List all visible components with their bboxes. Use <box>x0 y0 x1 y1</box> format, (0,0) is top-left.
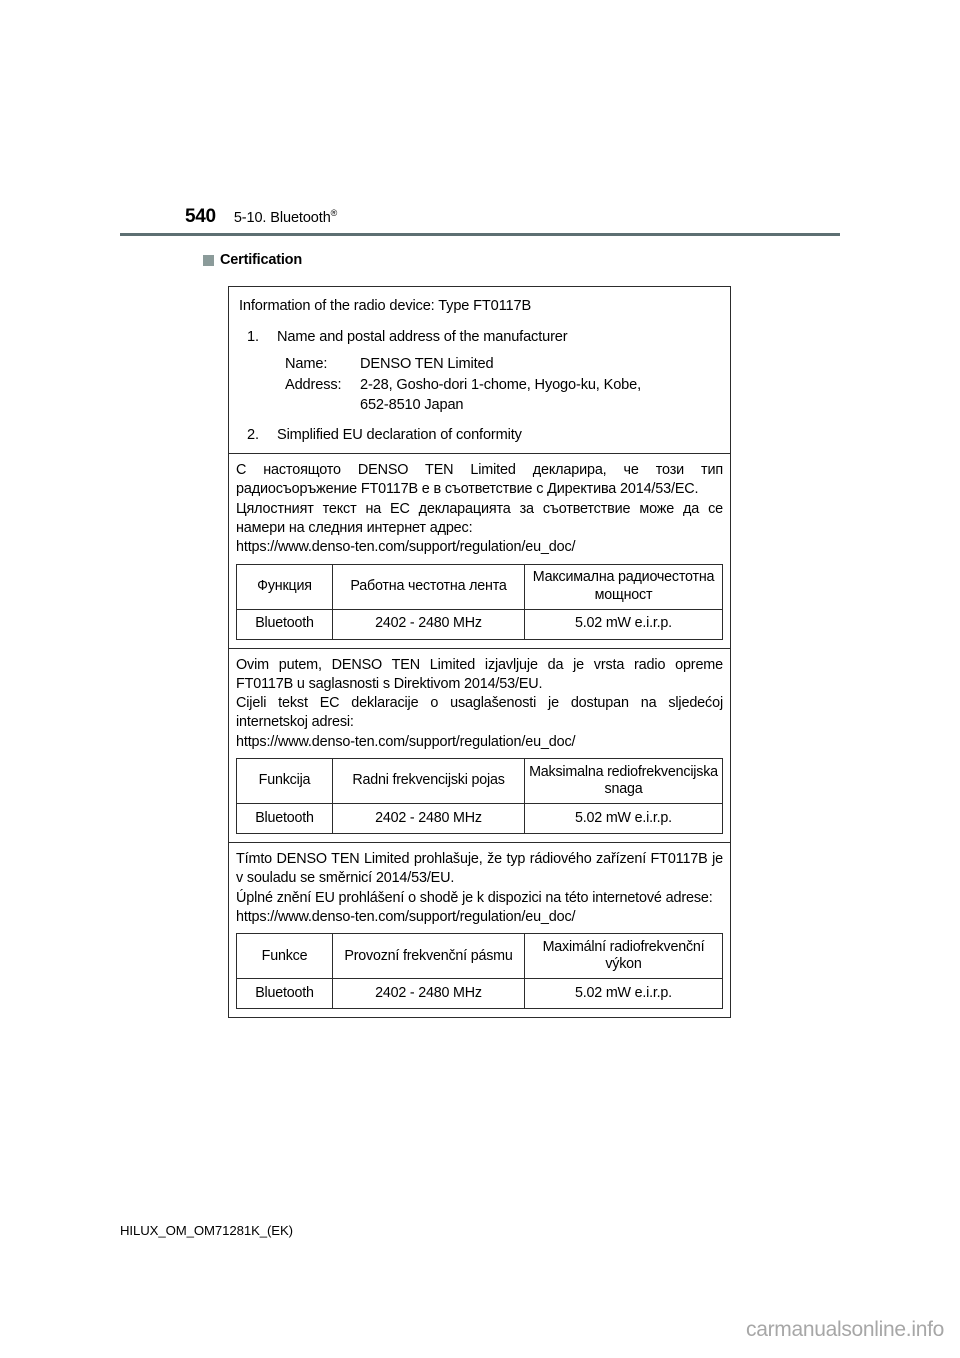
declaration-paragraph-2: Цялостният текст на ЕС декларацията за съответствие може да се намери на следния интернет адрес: <box>236 500 723 536</box>
manufacturer-item-number: 1. <box>247 328 259 345</box>
declaration-block-hr <box>229 649 730 843</box>
frequency-table-bg <box>236 564 723 640</box>
address-line-1: 2-28, Gosho-dori 1-chome, Hyogo-ku, Kobe, <box>360 376 642 393</box>
table-header-row <box>237 564 723 609</box>
cell-max-power: 5.02 mW e.i.r.p. <box>525 979 723 1009</box>
page-header <box>120 206 840 236</box>
header-row <box>120 206 840 228</box>
column-header-frequency-band: Provozní frekvenční pásmu <box>333 934 525 979</box>
page-number: 540 <box>185 206 216 227</box>
frequency-table-hr <box>236 758 723 834</box>
declaration-paragraph-1: С настоящото DENSO TEN Limited декларира, че този тип радиосъоръжение FT0117B е в съответствие с Директива 2014/53/ЕС. <box>236 462 723 498</box>
address-line-2: 652-8510 Japan <box>360 397 464 414</box>
declaration-item-label: Simplified EU declaration of conformity <box>277 427 522 444</box>
column-header-frequency-band: Radni frekvencijski pojas <box>333 759 525 804</box>
column-header-max-power: Maksimalna rediofrekvencijska snaga <box>525 759 723 804</box>
radio-device-info-block <box>229 287 730 454</box>
frequency-table-cs <box>236 933 723 1009</box>
manufacturer-name-label: Name: <box>285 355 328 372</box>
declaration-item-number: 2. <box>247 427 259 444</box>
certification-heading-label: Certification <box>220 252 302 268</box>
certification-heading <box>203 252 302 268</box>
declaration-paragraph-1: Tímto DENSO TEN Limited prohlašuje, že typ rádiového zařízení FT0117B je v souladu se směrnicí 2014/53/EU. <box>236 851 723 887</box>
table-header-row <box>237 759 723 804</box>
manufacturer-address-value <box>360 375 722 416</box>
table-row <box>237 979 723 1009</box>
column-header-max-power: Maximální radiofrekvenční výkon <box>525 934 723 979</box>
section-label: 5-10. Bluetooth <box>233 210 331 226</box>
manufacturer-item <box>239 329 722 345</box>
manufacturer-name-row <box>239 354 722 375</box>
cell-max-power: 5.02 mW e.i.r.p. <box>525 804 723 834</box>
table-header-row <box>237 934 723 979</box>
cell-frequency-band: 2402 - 2480 MHz <box>333 804 525 834</box>
column-header-frequency-band: Работна честотна лента <box>333 564 525 609</box>
certification-box <box>228 286 731 1018</box>
registered-trademark-icon: ® <box>330 208 338 219</box>
declaration-paragraph-2: Cijeli tekst EC deklaracije o usaglašenosti je dostupan na sljedećoj internetskoj adresi: <box>236 695 723 731</box>
square-bullet-icon <box>203 255 214 266</box>
manufacturer-address-label: Address: <box>285 376 342 393</box>
declaration-item <box>239 427 722 443</box>
manufacturer-address-row <box>239 375 722 416</box>
cell-function: Bluetooth <box>237 979 333 1009</box>
table-row <box>237 804 723 834</box>
column-header-function: Функция <box>237 564 333 609</box>
cell-frequency-band: 2402 - 2480 MHz <box>333 979 525 1009</box>
declaration-url: https://www.denso-ten.com/support/regulation/eu_doc/ <box>236 539 576 556</box>
declaration-url: https://www.denso-ten.com/support/regulation/eu_doc/ <box>236 908 576 925</box>
declaration-block-cs <box>229 843 730 1018</box>
manufacturer-item-label: Name and postal address of the manufacturer <box>277 328 568 345</box>
column-header-function: Funkce <box>237 934 333 979</box>
radio-device-title: Information of the radio device: Type FT0117B <box>239 298 532 314</box>
column-header-max-power: Максимална радиочестотна мощност <box>525 564 723 609</box>
declaration-paragraph-2: Úplné znění EU prohlášení o shodě je k dispozici na této internetové adrese: <box>236 889 713 906</box>
declaration-paragraph-1: Ovim putem, DENSO TEN Limited izjavljuje da je vrsta radio opreme FT0117B u saglasnosti s Direktivom 2014/53/EU. <box>236 656 723 692</box>
cell-max-power: 5.02 mW e.i.r.p. <box>525 609 723 639</box>
table-row <box>237 609 723 639</box>
declaration-block-bg <box>229 454 730 648</box>
manufacturer-name-value: DENSO TEN Limited <box>360 355 494 372</box>
page-title <box>234 210 337 226</box>
document-code-footer: HILUX_OM_OM71281K_(EK) <box>120 1223 293 1238</box>
cell-function: Bluetooth <box>237 804 333 834</box>
cell-function: Bluetooth <box>237 609 333 639</box>
column-header-function: Funkcija <box>237 759 333 804</box>
empty-block <box>229 1018 730 1108</box>
cell-frequency-band: 2402 - 2480 MHz <box>333 609 525 639</box>
declaration-url: https://www.denso-ten.com/support/regulation/eu_doc/ <box>236 733 576 750</box>
watermark: carmanualsonline.info <box>746 1318 944 1341</box>
header-divider <box>120 233 840 236</box>
